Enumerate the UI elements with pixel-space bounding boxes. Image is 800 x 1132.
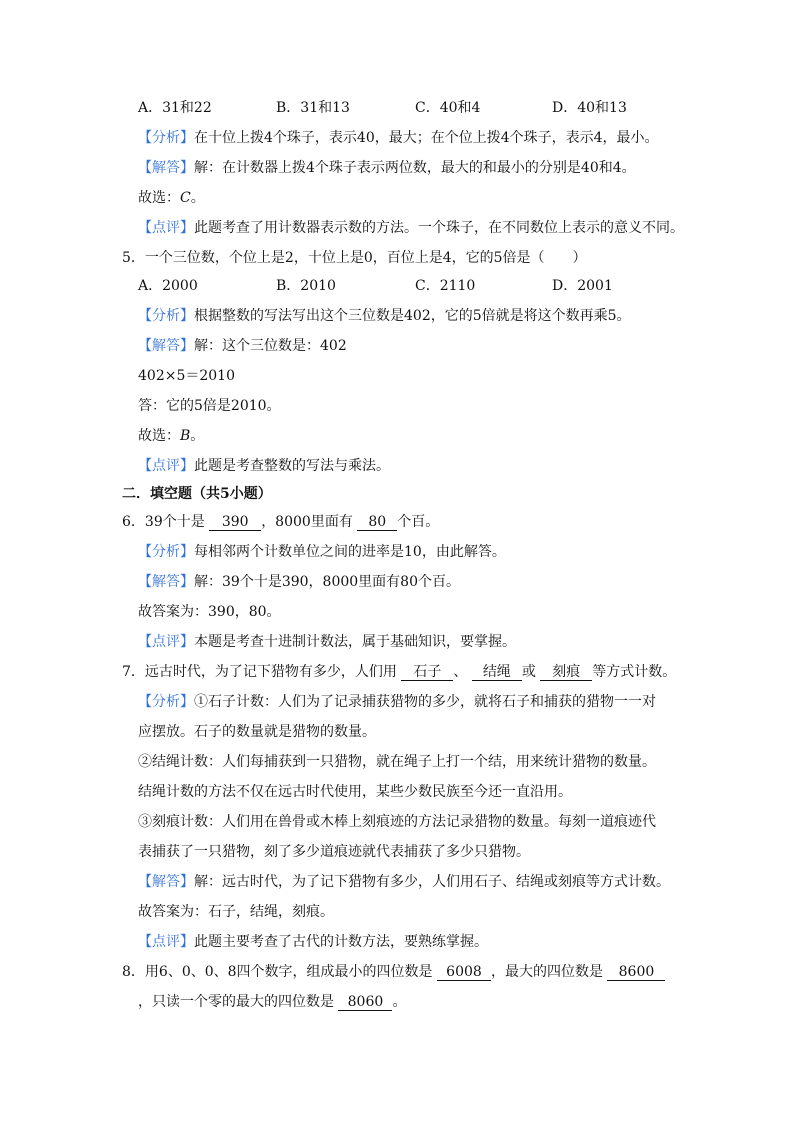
choose-suffix: 。 bbox=[190, 190, 205, 206]
analysis-tag: 【分析】 bbox=[138, 694, 194, 710]
section-title-text: 二．填空题（共5小题） bbox=[122, 486, 272, 502]
answer-tag: 【解答】 bbox=[138, 574, 194, 590]
q7-blank-3: 刻痕 bbox=[540, 664, 592, 681]
answer-tag: 【解答】 bbox=[138, 874, 194, 890]
q6-blank-2: 80 bbox=[357, 514, 397, 531]
q6-final: 故答案为：390，80。 bbox=[138, 604, 281, 620]
analysis-tag: 【分析】 bbox=[138, 544, 194, 560]
q7-comment bbox=[138, 932, 488, 952]
q7-separator: 、 bbox=[453, 664, 468, 680]
choose-prefix: 故选： bbox=[138, 190, 180, 206]
comment-tag: 【点评】 bbox=[138, 458, 194, 474]
q5-reply: 答：它的5倍是2010。 bbox=[138, 398, 281, 414]
q4-option-b: B．31和13 bbox=[276, 100, 350, 116]
q8-stem-line-2 bbox=[138, 992, 406, 1012]
choose-suffix: 。 bbox=[190, 428, 205, 444]
q8-blank-3: 8060 bbox=[338, 994, 392, 1011]
q4-answer-text: 解：在计数器上拨4个珠子表示两位数，最大的和最小的分别是40和4。 bbox=[194, 160, 636, 176]
q7-comment-text: 此题主要考查了古代的计数方法，要熟练掌握。 bbox=[194, 934, 488, 950]
comment-tag: 【点评】 bbox=[138, 634, 194, 650]
answer-tag: 【解答】 bbox=[138, 160, 194, 176]
comment-tag: 【点评】 bbox=[138, 934, 194, 950]
q6-stem bbox=[122, 512, 439, 532]
q7-blank-1: 石子 bbox=[401, 664, 453, 681]
answer-tag: 【解答】 bbox=[138, 338, 194, 354]
q6-stem-part: 个百。 bbox=[397, 514, 440, 530]
choose-letter: C bbox=[180, 190, 191, 206]
q5-calculation: 402×5＝2010 bbox=[138, 368, 235, 384]
choose-letter: B bbox=[180, 428, 191, 444]
q5-answer-text: 解：这个三位数是：402 bbox=[194, 338, 347, 354]
q5-option-a: A．2000 bbox=[138, 278, 198, 294]
q5-stem: 5．一个三位数，个位上是2，十位上是0，百位上是4，它的5倍是（ ） bbox=[122, 250, 587, 266]
q4-comment bbox=[138, 218, 684, 238]
q4-answer bbox=[138, 158, 636, 178]
q7-analysis-line-6: 表捕获了一只猎物，刻了多少道痕迹就代表捕获了多少只猎物。 bbox=[138, 844, 530, 860]
q5-option-b: B．2010 bbox=[276, 278, 336, 294]
q7-analysis-text: ①石子计数：人们为了记录捕获猎物的多少，就将石子和捕获的猎物一一对 bbox=[194, 694, 656, 710]
q5-answer bbox=[138, 336, 347, 356]
q6-stem-part: 6．39个十是 bbox=[122, 514, 205, 530]
q6-stem-part: ，8000里面有 bbox=[261, 514, 353, 530]
section-title bbox=[122, 484, 272, 504]
q5-option-c: C．2110 bbox=[415, 278, 476, 294]
q7-stem-part: 7．远古时代，为了记下猎物有多少，人们用 bbox=[122, 664, 397, 680]
q4-option-d: D．40和13 bbox=[552, 100, 627, 116]
q7-analysis-line-3: ②结绳计数：人们每捕获到一只猎物，就在绳子上打一个结，用来统计猎物的数量。 bbox=[138, 754, 656, 770]
q5-analysis-text: 根据整数的写法写出这个三位数是402，它的5倍就是将这个数再乘5。 bbox=[194, 308, 631, 324]
q8-stem-part: ，最大的四位数是 bbox=[491, 964, 603, 980]
q6-analysis bbox=[138, 542, 506, 562]
q5-comment-text: 此题是考查整数的写法与乘法。 bbox=[194, 458, 390, 474]
q7-final: 故答案为：石子，结绳，刻痕。 bbox=[138, 904, 334, 920]
comment-tag: 【点评】 bbox=[138, 220, 194, 236]
q5-analysis bbox=[138, 306, 631, 326]
q4-option-c: C．40和4 bbox=[415, 100, 481, 116]
q7-answer-text: 解：远古时代，为了记下猎物有多少，人们用石子、结绳或刻痕等方式计数。 bbox=[194, 874, 670, 890]
q6-answer bbox=[138, 572, 460, 592]
q6-comment-text: 本题是考查十进制计数法，属于基础知识，要掌握。 bbox=[194, 634, 516, 650]
q4-choice bbox=[138, 188, 205, 208]
q8-stem-part: 8．用6、0、0、8四个数字，组成最小的四位数是 bbox=[122, 964, 433, 980]
analysis-tag: 【分析】 bbox=[138, 130, 194, 146]
q6-analysis-text: 每相邻两个计数单位之间的进率是10，由此解答。 bbox=[194, 544, 506, 560]
q4-option-a: A．31和22 bbox=[138, 100, 212, 116]
choose-prefix: 故选： bbox=[138, 428, 180, 444]
q8-blank-1: 6008 bbox=[437, 964, 491, 981]
q5-option-d: D．2001 bbox=[552, 278, 613, 294]
q7-analysis-line-5: ③刻痕计数：人们用在兽骨或木棒上刻痕迹的方法记录猎物的数量。每刻一道痕迹代 bbox=[138, 814, 656, 830]
q5-comment bbox=[138, 456, 390, 476]
q7-separator: 或 bbox=[521, 664, 536, 680]
q6-comment bbox=[138, 632, 516, 652]
q7-blank-2: 结绳 bbox=[472, 664, 522, 681]
q4-analysis bbox=[138, 128, 659, 148]
q7-stem-part: 等方式计数。 bbox=[592, 664, 677, 680]
q7-analysis-line-2: 应摆放。石子的数量就是猎物的数量。 bbox=[138, 724, 376, 740]
q8-stem-part: ，只读一个零的最大的四位数是 bbox=[138, 994, 334, 1010]
q4-comment-text: 此题考查了用计数器表示数的方法。一个珠子，在不同数位上表示的意义不同。 bbox=[194, 220, 684, 236]
q6-blank-1: 390 bbox=[209, 514, 261, 531]
q5-choice bbox=[138, 426, 204, 446]
analysis-tag: 【分析】 bbox=[138, 308, 194, 324]
q7-analysis-line-1 bbox=[138, 692, 656, 712]
q6-answer-text: 解：39个十是390，8000里面有80个百。 bbox=[194, 574, 460, 590]
q7-stem bbox=[122, 662, 676, 682]
q8-stem-part: 。 bbox=[392, 994, 407, 1010]
q7-answer bbox=[138, 872, 670, 892]
q8-stem-line-1 bbox=[122, 962, 665, 982]
q8-blank-2: 8600 bbox=[607, 964, 665, 981]
q4-analysis-text: 在十位上拨4个珠子，表示40，最大；在个位上拨4个珠子，表示4，最小。 bbox=[194, 130, 659, 146]
q7-analysis-line-4: 结绳计数的方法不仅在远古时代使用，某些少数民族至今还一直沿用。 bbox=[138, 784, 572, 800]
